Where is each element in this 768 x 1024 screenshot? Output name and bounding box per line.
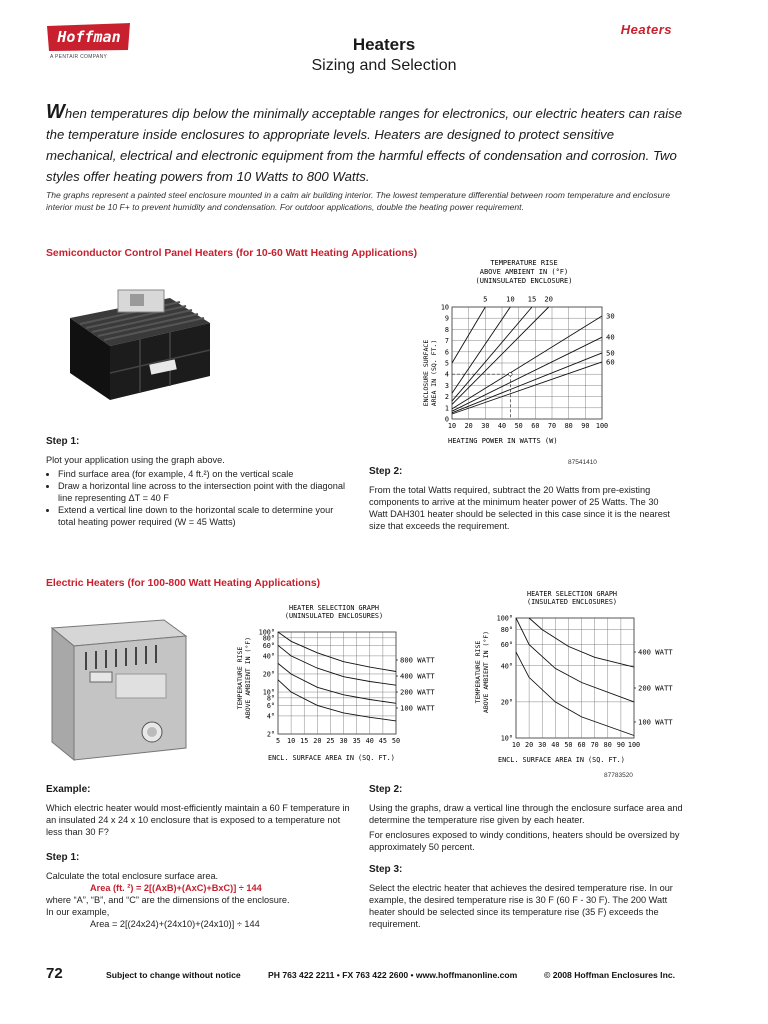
- where-text: where “A”, “B”, and “C” are the dimensions of the enclosure.: [46, 895, 290, 905]
- chart2-series-label: 100 WATT: [400, 703, 435, 713]
- chart3-ytick: 80°: [500, 626, 513, 635]
- chart2-ytick: 2°: [266, 730, 275, 739]
- chart2-ylabel-line1: TEMPERATURE RISE: [236, 646, 244, 710]
- chart3-xtick: 10: [511, 741, 521, 749]
- chart2-xtick: 15: [300, 737, 309, 745]
- chart1-xtick: 30: [481, 422, 490, 430]
- chart3-ytick: 40°: [500, 662, 513, 671]
- semi-step1-intro: Plot your application using the graph above.: [46, 455, 225, 465]
- chart3-xtick: 80: [603, 741, 612, 749]
- intro-note: The graphs represent a painted steel enclosure mounted in a calm air building interior. The lowest temperature differential between room temperature and enclosure interior must be 10 F+ to prevent humidity and condensation. For outdoor applications, double the heating power requirement.: [46, 190, 671, 212]
- chart3-series-label: 100 WATT: [638, 717, 673, 727]
- chart2-series-label: 200 WATT: [400, 687, 435, 697]
- section-tag: Heaters: [620, 22, 672, 37]
- chart2-xtick: 50: [391, 737, 401, 745]
- semi-step2-heading: Step 2:: [369, 466, 403, 477]
- chart1-series-label: 60: [606, 357, 615, 367]
- footer-notice: Subject to change without notice: [106, 970, 241, 980]
- intro-paragraph: [46, 102, 686, 187]
- chart3-xlabel: ENCL. SURFACE AREA IN (SQ. FT.): [498, 756, 625, 764]
- chart2-ytick: 6°: [266, 701, 275, 710]
- chart1-ytick: 6: [444, 348, 449, 357]
- semi-step2-text: From the total Watts required, subtract the 20 Watts from pre-existing components to arrive at the minimum heater power of 25 Watts. The 30 Watt DAH301 heater should be selected in this case since it is the nearest size that exceeds the requirement.: [369, 485, 670, 531]
- page-number: 72: [46, 965, 63, 982]
- chart1-series-label: 40: [606, 332, 615, 342]
- chart1-ytick: 3: [444, 381, 449, 390]
- chart2-ytick: 8°: [266, 694, 275, 703]
- area-formula: Area (ft. ²) = 2[(AxB)+(AxC)+BxC)] ÷ 144: [90, 883, 262, 893]
- semi-step1-heading: Step 1:: [46, 436, 80, 447]
- chart2-xtick: 10: [287, 737, 296, 745]
- chart1-series-label: 15: [527, 294, 537, 304]
- chart2-xlabel: ENCL. SURFACE AREA IN (SQ. FT.): [268, 754, 395, 762]
- chart3-title-line1: HEATER SELECTION GRAPH: [526, 590, 618, 598]
- chart3-xtick: 60: [577, 741, 586, 749]
- semiconductor-heading: Semiconductor Control Panel Heaters (for 10-60 Watt Heating Applications): [46, 248, 418, 259]
- chart1-ylabel-line2: AREA IN (SQ. FT.): [430, 339, 438, 407]
- chart3-xtick: 30: [538, 741, 547, 749]
- chart1-ytick: 5: [444, 359, 449, 368]
- chart1-xtick: 20: [464, 422, 473, 430]
- electric-heater-photo: [46, 604, 196, 764]
- chart3-ytick: 10°: [500, 734, 513, 743]
- chart1-ytick: 10: [440, 303, 449, 312]
- chart2-series-label: 400 WATT: [400, 671, 435, 681]
- chart-heater-selection-insulated: [474, 586, 708, 770]
- chart2-title-line1: HEATER SELECTION GRAPH: [288, 604, 380, 612]
- chart1-series-label: 50: [606, 348, 615, 358]
- chart2-xtick: 45: [378, 737, 387, 745]
- chart-heater-selection-uninsulated: [228, 600, 438, 770]
- chart2-xtick: 20: [313, 737, 322, 745]
- chart2-ytick: 100°: [258, 628, 275, 637]
- chart2-xtick: 40: [365, 737, 374, 745]
- logo-subtitle: A PENTAIR COMPANY: [50, 54, 108, 60]
- chart2-series-label: 800 WATT: [400, 655, 435, 665]
- dropcap: W: [46, 101, 65, 123]
- chart1-xtick: 70: [547, 422, 557, 430]
- semi-step1-bullet: • Find surface area (for example, 4 ft.²) on the vertical scale: [58, 468, 351, 480]
- semi-step1-list: [46, 468, 351, 528]
- chart3-series-label: 200 WATT: [638, 683, 673, 693]
- semi-step1-bullet: • Extend a vertical line down to the horizontal scale to determine your total heating power required (W = 45 Watts): [58, 504, 351, 528]
- chart1-xtick: 100: [595, 422, 609, 430]
- logo-text: Hoffman: [57, 28, 121, 46]
- elec-step1-heading: Step 1:: [46, 852, 80, 863]
- chart1-xtick: 10: [447, 422, 457, 430]
- chart1-series-label: 10: [506, 294, 515, 304]
- chart1-xlabel: HEATING POWER IN WATTS (W): [448, 437, 558, 445]
- chart1-ylabel-line1: ENCLOSURE SURFACE: [422, 339, 430, 407]
- elec-step2-text2: For enclosures exposed to windy conditions, heaters should be oversized by approximately 50 percent.: [369, 830, 680, 852]
- chart1-ytick: 1: [444, 404, 449, 413]
- chart1-figure-code: 87541410: [568, 459, 597, 466]
- chart3-ytick: 60°: [500, 641, 513, 650]
- chart3-xtick: 100: [627, 741, 641, 749]
- chart3-ylabel-line2: ABOVE AMBIENT IN (°F): [482, 630, 490, 714]
- example-text: Which electric heater would most-efficiently maintain a 60 F temperature in an insulated 24 x 24 x 10 enclosure that is exposed to a temperature not less than 30 F?: [46, 803, 350, 837]
- semi-step1-body: [46, 454, 351, 528]
- electric-heading: Electric Heaters (for 100-800 Watt Heating Applications): [46, 578, 321, 589]
- chart1-xtick: 60: [531, 422, 540, 430]
- chart1-xtick: 90: [581, 422, 590, 430]
- page-title: Heaters: [352, 35, 416, 54]
- chart-temperature-rise: [418, 255, 628, 445]
- chart3-xtick: 40: [551, 741, 560, 749]
- chart2-ytick: 10°: [262, 688, 275, 697]
- chart2-title-line2: (UNINSULATED ENCLOSURES): [284, 612, 384, 620]
- chart1-xtick: 40: [497, 422, 507, 430]
- chart3-title-line2: (INSULATED ENCLOSURES): [526, 598, 618, 606]
- chart1-ytick: 4: [444, 370, 449, 379]
- chart1-ytick: 8: [444, 325, 449, 334]
- chart3-xtick: 20: [525, 741, 534, 749]
- footer-copyright: © 2008 Hoffman Enclosures Inc.: [544, 970, 675, 980]
- elec-step2-text1: Using the graphs, draw a vertical line through the enclosure surface area and determine the temperature rise given by each heater.: [369, 803, 683, 825]
- semi-step1-bullet: • Draw a horizontal line across to the intersection point with the diagonal line representing ΔT = 40 F: [58, 480, 351, 504]
- footer-contact: PH 763 422 2211 • FX 763 422 2600 • www.hoffmanonline.com: [268, 970, 518, 980]
- chart3-xtick: 50: [564, 741, 573, 749]
- intro-text: hen temperatures dip below the minimally acceptable ranges for electronics, our electric heaters can raise the temperature inside enclosures to appropriate levels. Heaters are designed to protect sensitive mechanical, electrical and electronic equipment from the harmful effects of condensation and corrosion. Two styles offer heating powers from 10 Watts to 800 Watts.: [46, 106, 683, 184]
- chart1-ytick: 9: [444, 314, 449, 323]
- elec-step2-heading: Step 2:: [369, 784, 403, 795]
- chart3-xtick: 70: [590, 741, 599, 749]
- elec-step3-text: Select the electric heater that achieves the desired temperature rise. In our example, the desired temperature rise is 30 F (60 F - 30 F). The 200 Watt heater should be selected since its temperature rise (35 F) exceeds the requirement.: [369, 883, 673, 929]
- chart3-ytick: 100°: [496, 614, 513, 623]
- chart2-ytick: 40°: [262, 652, 275, 661]
- chart1-series-label: 20: [544, 294, 553, 304]
- chart3-xtick: 90: [616, 741, 625, 749]
- chart3-ylabel-line1: TEMPERATURE RISE: [474, 640, 482, 704]
- elec-step3-heading: Step 3:: [369, 864, 403, 875]
- chart2-xtick: 30: [339, 737, 348, 745]
- elec-step2-body: [369, 802, 684, 853]
- chart1-title-line1: TEMPERATURE RISE: [490, 259, 558, 267]
- chart2-xtick: 35: [352, 737, 361, 745]
- semiconductor-heater-photo: [50, 278, 220, 408]
- chart3-series-label: 400 WATT: [638, 647, 673, 657]
- chart1-example-point: [509, 372, 513, 376]
- page-subtitle: Sizing and Selection: [311, 57, 457, 74]
- area-calculation: Area = 2[(24x24)+(24x10)+(24x10)] ÷ 144: [90, 919, 260, 929]
- chart3-figure-code: 87783520: [604, 772, 633, 779]
- chart2-ytick: 20°: [262, 670, 275, 679]
- chart2-ylabel-line2: ABOVE AMBIENT IN (°F): [244, 636, 252, 720]
- chart1-ytick: 0: [444, 415, 449, 424]
- chart1-series-label: 30: [606, 311, 615, 321]
- elec-step1-body: [46, 870, 351, 930]
- chart1-title-line2: ABOVE AMBIENT IN (°F): [479, 268, 569, 276]
- chart2-ytick: 80°: [262, 634, 275, 643]
- chart3-frame: [516, 618, 634, 738]
- chart2-ytick: 4°: [266, 712, 275, 721]
- chart3-ytick: 20°: [500, 698, 513, 707]
- chart1-title-line3: (UNINSULATED ENCLOSURE): [475, 277, 573, 285]
- chart1-series-label: 5: [483, 294, 488, 304]
- chart1-xtick: 50: [514, 422, 523, 430]
- chart2-ytick: 60°: [262, 641, 275, 650]
- chart1-xtick: 80: [564, 422, 573, 430]
- chart1-ytick: 7: [444, 337, 449, 346]
- example-heading: Example:: [46, 784, 91, 795]
- chart2-xtick: 25: [326, 737, 335, 745]
- chart2-xtick: 5: [275, 737, 281, 745]
- elec-step1-text: Calculate the total enclosure surface area.: [46, 871, 219, 881]
- in-example-text: In our example,: [46, 907, 110, 917]
- chart1-ytick: 2: [444, 393, 449, 402]
